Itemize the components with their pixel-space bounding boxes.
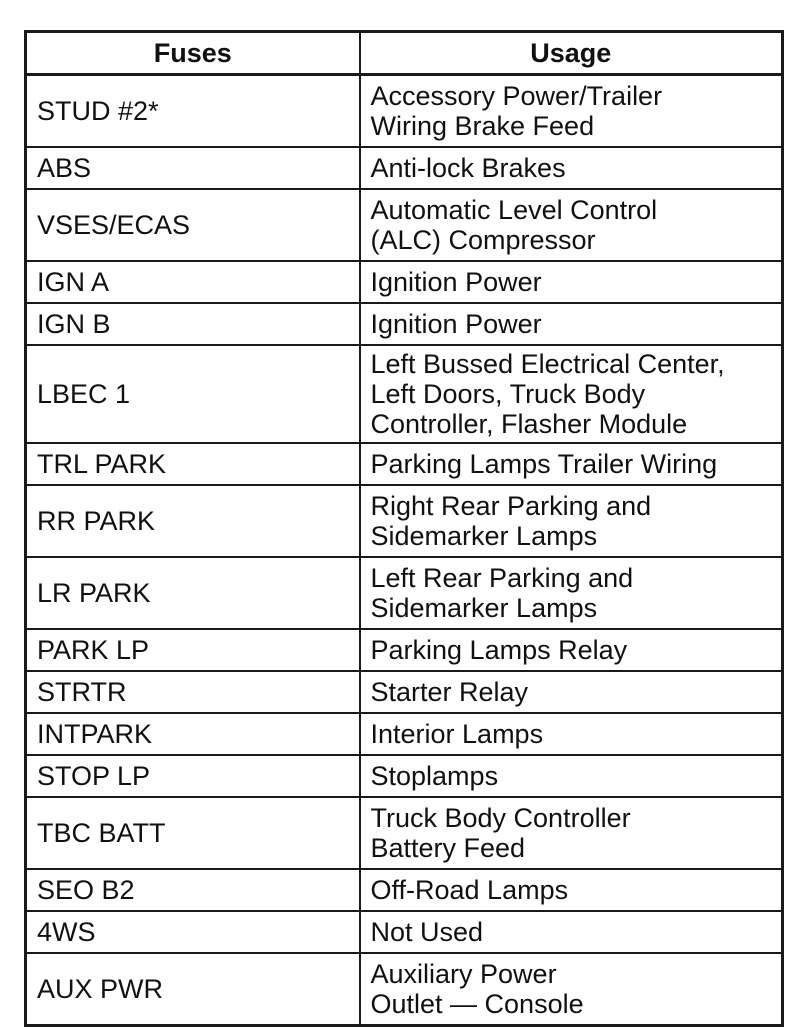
fuse-cell: STOP LP bbox=[26, 755, 360, 797]
usage-cell: Ignition Power bbox=[360, 303, 783, 345]
usage-cell: Automatic Level Control (ALC) Compressor bbox=[360, 189, 783, 261]
table-row bbox=[26, 261, 783, 303]
usage-cell: Parking Lamps Relay bbox=[360, 629, 783, 671]
fuse-cell: SEO B2 bbox=[26, 869, 360, 911]
column-header-usage: Usage bbox=[360, 32, 783, 75]
usage-cell: Right Rear Parking and Sidemarker Lamps bbox=[360, 485, 783, 557]
table-row bbox=[26, 953, 783, 1026]
fuse-cell: LBEC 1 bbox=[26, 345, 360, 443]
usage-cell: Anti-lock Brakes bbox=[360, 147, 783, 189]
fuse-cell: STRTR bbox=[26, 671, 360, 713]
table-row bbox=[26, 485, 783, 557]
table-header-row bbox=[26, 32, 783, 75]
fuse-cell: IGN B bbox=[26, 303, 360, 345]
usage-cell: Left Rear Parking and Sidemarker Lamps bbox=[360, 557, 783, 629]
usage-cell: Accessory Power/Trailer Wiring Brake Feed bbox=[360, 75, 783, 148]
usage-cell: Parking Lamps Trailer Wiring bbox=[360, 443, 783, 485]
fuse-cell: LR PARK bbox=[26, 557, 360, 629]
fuse-usage-table bbox=[24, 30, 784, 1027]
fuse-cell: AUX PWR bbox=[26, 953, 360, 1026]
table-row bbox=[26, 75, 783, 148]
fuse-cell: ABS bbox=[26, 147, 360, 189]
fuse-cell: STUD #2* bbox=[26, 75, 360, 148]
fuse-cell: RR PARK bbox=[26, 485, 360, 557]
table-row bbox=[26, 755, 783, 797]
usage-cell: Ignition Power bbox=[360, 261, 783, 303]
fuse-cell: TRL PARK bbox=[26, 443, 360, 485]
fuse-cell: 4WS bbox=[26, 911, 360, 953]
table-row bbox=[26, 671, 783, 713]
fuse-cell: VSES/ECAS bbox=[26, 189, 360, 261]
fuse-cell: TBC BATT bbox=[26, 797, 360, 869]
table-row bbox=[26, 147, 783, 189]
table-row bbox=[26, 303, 783, 345]
usage-cell: Interior Lamps bbox=[360, 713, 783, 755]
usage-cell: Off-Road Lamps bbox=[360, 869, 783, 911]
usage-cell: Auxiliary Power Outlet — Console bbox=[360, 953, 783, 1026]
fuse-cell: IGN A bbox=[26, 261, 360, 303]
usage-cell: Truck Body Controller Battery Feed bbox=[360, 797, 783, 869]
table-row bbox=[26, 345, 783, 443]
table-row bbox=[26, 189, 783, 261]
fuse-cell: PARK LP bbox=[26, 629, 360, 671]
table-row bbox=[26, 557, 783, 629]
column-header-fuses: Fuses bbox=[26, 32, 360, 75]
fuse-cell: INTPARK bbox=[26, 713, 360, 755]
table-row bbox=[26, 443, 783, 485]
usage-cell: Starter Relay bbox=[360, 671, 783, 713]
usage-cell: Left Bussed Electrical Center, Left Doors, Truck Body Controller, Flasher Module bbox=[360, 345, 783, 443]
usage-cell: Not Used bbox=[360, 911, 783, 953]
table-row bbox=[26, 911, 783, 953]
usage-cell: Stoplamps bbox=[360, 755, 783, 797]
table-row bbox=[26, 869, 783, 911]
table-row bbox=[26, 713, 783, 755]
table-row bbox=[26, 629, 783, 671]
table-row bbox=[26, 797, 783, 869]
